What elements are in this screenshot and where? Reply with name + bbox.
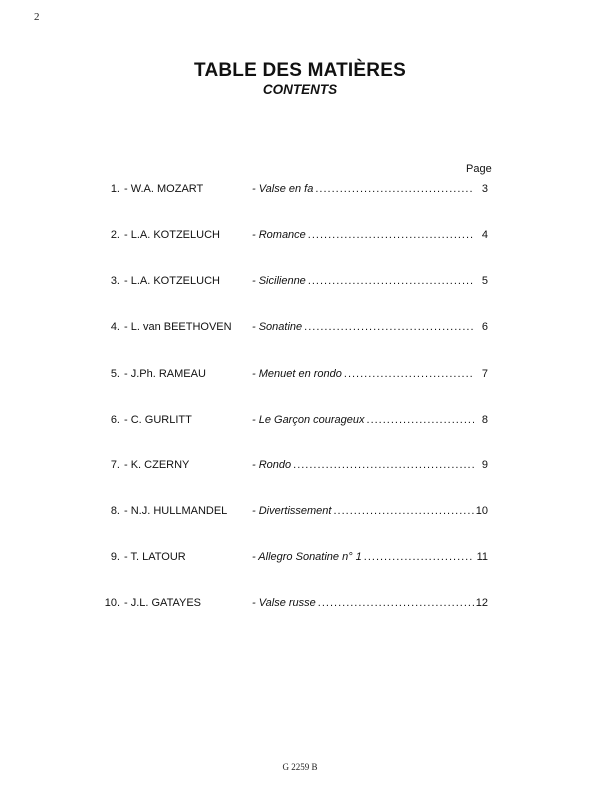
entry-composer: - L.A. KOTZELUCH — [124, 229, 220, 241]
entry-composer: - T. LATOUR — [124, 551, 186, 563]
entry-piece: - Menuet en rondo — [252, 368, 342, 380]
entry-number: 2. — [110, 229, 120, 241]
entry-page: 3 — [481, 183, 488, 195]
entry-number: 4. — [110, 321, 120, 333]
entry-page: 11 — [476, 551, 488, 563]
dot-leader — [333, 505, 474, 517]
entry-title-leader — [252, 505, 474, 517]
entry-page: 5 — [481, 275, 488, 287]
toc-entry — [90, 183, 490, 199]
entry-title-leader — [252, 459, 474, 471]
entry-composer: - L.A. KOTZELUCH — [124, 275, 220, 287]
toc-entry — [90, 275, 490, 291]
toc-entry — [90, 368, 490, 384]
entry-piece: - Allegro Sonatine n° 1 — [252, 551, 362, 563]
page-number: 2 — [34, 11, 40, 23]
toc-entry — [90, 321, 490, 337]
toc-entry — [90, 505, 490, 521]
entry-piece: - Sicilienne — [252, 275, 306, 287]
entry-title-leader — [252, 321, 474, 333]
entry-piece: - Valse en fa — [252, 183, 314, 195]
catalog-code: G 2259 B — [282, 762, 318, 772]
dot-leader — [318, 597, 474, 609]
entry-title-leader — [252, 275, 474, 287]
toc-entry — [90, 597, 490, 613]
entry-composer: - J.L. GATAYES — [124, 597, 202, 609]
entry-page: 7 — [481, 368, 488, 380]
entry-composer: - J.Ph. RAMEAU — [124, 368, 206, 380]
entry-title-leader — [252, 183, 474, 195]
entry-number: 3. — [110, 275, 120, 287]
page-subtitle: CONTENTS — [262, 82, 338, 97]
entry-number: 9. — [110, 551, 120, 563]
entry-title-leader — [252, 414, 474, 426]
entry-number: 1. — [110, 183, 120, 195]
entry-piece: - Romance — [252, 229, 306, 241]
entry-piece: - Rondo — [252, 459, 292, 471]
page-title: TABLE DES MATIÈRES — [194, 60, 406, 81]
entry-page: 6 — [481, 321, 488, 333]
toc-entry — [90, 459, 490, 475]
entry-number: 6. — [110, 414, 120, 426]
dot-leader — [315, 183, 474, 195]
entry-piece: - Valse russe — [252, 597, 316, 609]
toc-entry — [90, 229, 490, 245]
entry-composer: - L. van BEETHOVEN — [124, 321, 232, 333]
dot-leader — [293, 459, 474, 471]
entry-title-leader — [252, 229, 474, 241]
entry-number: 5. — [110, 368, 120, 380]
dot-leader — [308, 275, 474, 287]
dot-leader — [367, 414, 474, 426]
dot-leader — [364, 551, 474, 563]
entry-composer: - N.J. HULLMANDEL — [124, 505, 228, 517]
entry-number: 8. — [110, 505, 120, 517]
toc-entry — [90, 551, 490, 567]
dot-leader — [344, 368, 474, 380]
entry-title-leader — [252, 551, 474, 563]
entry-page: 4 — [481, 229, 488, 241]
entry-page: 10 — [475, 505, 488, 517]
entry-page: 8 — [481, 414, 488, 426]
toc-entry — [90, 414, 490, 430]
entry-title-leader — [252, 368, 474, 380]
entry-piece: - Le Garçon courageux — [252, 414, 365, 426]
entry-composer: - C. GURLITT — [124, 414, 192, 426]
entry-piece: - Sonatine — [252, 321, 303, 333]
entry-number: 10. — [104, 597, 120, 609]
entry-page: 12 — [475, 597, 488, 609]
entry-page: 9 — [481, 459, 488, 471]
dot-leader — [304, 321, 474, 333]
entry-composer: - K. CZERNY — [124, 459, 190, 471]
dot-leader — [308, 229, 474, 241]
entry-piece: - Divertissement — [252, 505, 332, 517]
entry-composer: - W.A. MOZART — [124, 183, 204, 195]
page-column-header: Page — [466, 163, 492, 175]
entry-title-leader — [252, 597, 474, 609]
entry-number: 7. — [110, 459, 120, 471]
